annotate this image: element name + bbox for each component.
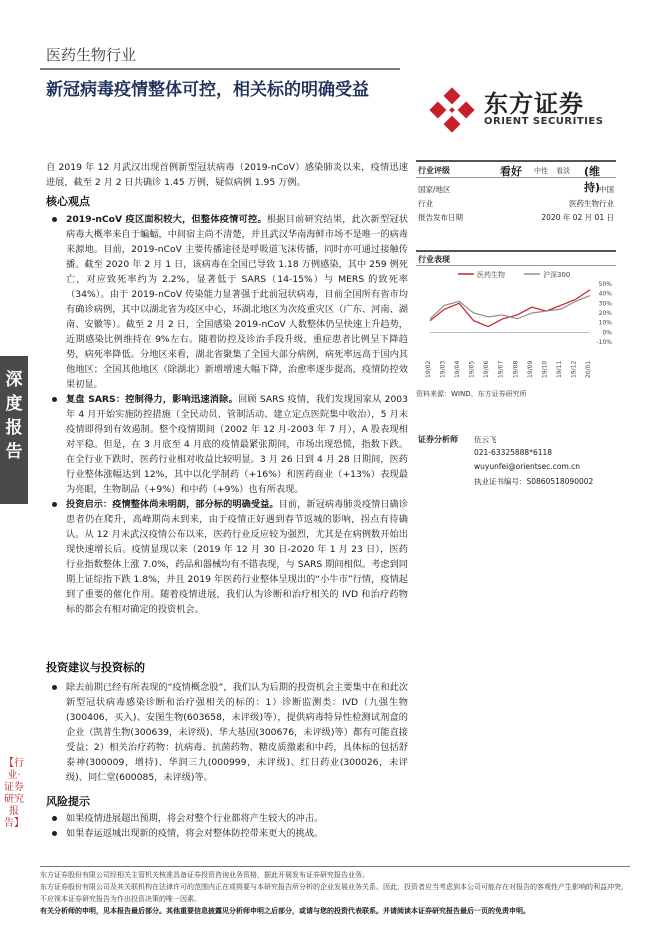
- x-tick-label: 19/11: [555, 360, 563, 378]
- x-tick-label: 19/08: [512, 360, 520, 378]
- report-type-label: 深度报告: [5, 370, 23, 462]
- bullet-dot-icon: [52, 831, 57, 836]
- industry-performance-title: 行业表现: [416, 250, 616, 266]
- bullet-text: 回顾 SARS 疫情，我们发现国家从 2003 年 4 月开始实施防控措施（全民动员、管制活动、建立定点医院集中收治），5 月末疫情即得到有效遏制。整个疫情期间（2002 年 12 月-2003 年 7 月），A 股表现相对平稳。但是，在 3 月底至 4 月底的疫情最紧张期间，市场出现恐慌，指数下跌。在全行业下跌时，医药行业相对收益比较明显。3 月 26 日到 4 月 28 日期间，医药行业整体涨幅达到 12%，其中以化学制药（+16%）和医药商业（+13%）表现最为亮眼，生物制品（+9%）和中药（+9%）也有所表现。: [66, 394, 408, 495]
- series-tag: 【行业·证券研究报告】: [4, 758, 24, 829]
- x-tick-label: 19/07: [497, 360, 505, 378]
- risk-point: [46, 811, 408, 826]
- report-title: 新冠病毒疫情整体可控，相关标的明确受益: [46, 80, 369, 100]
- meta-value: 医药生物行业: [569, 199, 614, 208]
- x-tick-label: 19/05: [468, 360, 476, 378]
- rating-value: 看好: [500, 165, 522, 178]
- core-point: [46, 212, 408, 392]
- chart-source: 资料来源：WIND、东方证券研究所: [416, 390, 527, 398]
- bullet-dot-icon: [52, 816, 57, 821]
- core-points-heading: 核心观点: [46, 195, 90, 208]
- rating-keep: (维持): [584, 165, 601, 194]
- disclaimer-footer: [40, 866, 630, 917]
- header-divider: [40, 68, 400, 70]
- x-tick-label: 19/06: [483, 360, 491, 378]
- sector-title: 医药生物行业: [46, 46, 137, 64]
- x-tick-label: 20/01: [585, 360, 592, 378]
- meta-row-region: [416, 182, 616, 196]
- bullet-dot-icon: [52, 502, 57, 507]
- rating-bearish: 看淡: [556, 167, 570, 175]
- bullet-dot-icon: [52, 397, 57, 402]
- meta-row-date: [416, 210, 616, 224]
- bullet-dot-icon: [52, 217, 57, 222]
- footer-line-3: 有关分析师的申明，见本报告最后部分。其他重要信息披露见分析师申明之后部分，或请与您的投资代表联系。并请阅读本证券研究报告最后一页的免责申明。: [40, 907, 530, 915]
- rating-label: 行业评级: [418, 166, 450, 175]
- bullet-text: 如果疫情进展超出预期，将会对整个行业都将产生较大的冲击。: [66, 813, 324, 824]
- x-tick-label: 19/04: [454, 360, 462, 378]
- analyst-name: 伍云飞: [474, 435, 497, 444]
- bullet-text: 目前，新冠病毒肺炎疫情日确诊患者仍在爬升，高峰期尚未到来，由于疫情正好遇到春节返城的影响，拐点有待确认。从 12 月末武汉疫情公布以来，医药行业反应较为强烈，尤其是在病例数开始出现快速增长后。疫情显现以来（2019 年 12 月 30 日-2020 年 1 月 23 日），医药行业指数整体上涨 7.0%，药品和器械均有不错表现，与 SARS 期间相似。考虑到同期上证综指下跌 1.8%，并且 2019 年医药行业整体呈现出的“小牛市”行情，疫情起到了重要的催化作用。随着疫情进展，我们认为诊断和治疗相关的 IVD 和治疗药物标的都会有相对确定的投资机会。: [66, 499, 409, 615]
- meta-key: 行业: [418, 199, 433, 208]
- risk-point: [46, 826, 408, 841]
- y-tick-label: 40%: [598, 290, 612, 298]
- y-tick-label: 10%: [598, 319, 612, 327]
- y-tick-label: 0%: [602, 329, 612, 337]
- x-tick-label: 19/12: [570, 360, 578, 378]
- risk-heading: 风险提示: [46, 795, 90, 808]
- series-line: [430, 290, 590, 327]
- industry-performance-chart: [416, 266, 616, 382]
- rating-neutral: 中性: [534, 167, 548, 175]
- footer-line-2: 东方证券股份有限公司及其关联机构在法律许可的范围内正在或将要与本研究报告所分析的企业发展业务关系。因此，投资者应当考虑到本公司可能存在对报告的客观性产生影响的利益冲突，不应视本证券研究报告为作出投资决策的唯一因素。: [40, 883, 628, 903]
- legend-label: 医药生物: [477, 271, 505, 279]
- footer-line-1: 东方证券股份有限公司经相关主管机关核准具备证券投资咨询业务资格，据此开展发布证券研究报告业务。: [40, 871, 369, 879]
- y-tick-label: -10%: [596, 339, 612, 346]
- core-point: [46, 497, 408, 617]
- legend-label: 沪深300: [543, 271, 571, 279]
- analyst-phone: 021-63325888*6118: [474, 448, 553, 457]
- analyst-label: 证券分析师: [418, 435, 458, 444]
- bullet-lead: 复盘 SARS：控制得力，影响迅速消除。: [66, 394, 238, 405]
- bullet-text: 如果春运返城出现新的疫情，将会对整体防控带来更大的挑战。: [66, 828, 324, 839]
- bullet-text: 除去前期已经有所表现的“疫情概念股”，我们认为后期的投资机会主要集中在和此次新型冠状病毒感染诊断和治疗强相关的标的：1）诊断监测类：IVD（九强生物(300406，买入)、安图生物(603658，未评级)等），提供病毒特异性检测试剂盒的企业（凯普生物(300639，未评级)、华大基因(300676，未评级)等）都有可能直接受益；2）相关治疗药物：抗病毒、抗菌药物、糖皮质激素和中药，具体标的包括舒泰神(300009，增持)、华润三九(000999，未评级)、红日药业(300026，未评级)、同仁堂(600085，未评级)等。: [66, 682, 408, 783]
- meta-value: 2020 年 02 月 01 日: [541, 213, 614, 222]
- investment-advice-heading: 投资建议与投资标的: [46, 661, 145, 674]
- investment-advice-list: [46, 680, 408, 785]
- orient-securities-logo: [428, 84, 618, 136]
- meta-value: 中国: [599, 185, 614, 194]
- risk-list: [46, 811, 408, 841]
- core-points-list: [46, 212, 408, 617]
- advice-point: [46, 680, 408, 785]
- logo-mark-icon: [428, 86, 476, 134]
- x-tick-label: 19/03: [439, 360, 447, 378]
- x-tick-label: 19/02: [425, 360, 432, 378]
- y-tick-label: 20%: [598, 310, 612, 317]
- y-tick-label: 50%: [598, 281, 612, 288]
- x-tick-label: 19/10: [541, 360, 549, 378]
- x-tick-label: 19/09: [526, 360, 534, 378]
- bullet-text: 根据目前研究结果，此次新型冠状病毒大概率来自于蝙蝠，中间宿主尚不清楚，并且武汉华南海鲜市场不是唯一的病毒来源地。目前，2019-nCoV 主要传播途径是呼吸道飞沫传播，同时亦可通过接触传播。截至 2020 年 2 月 1 日，该病毒在全国已导致 1.18 万例感染，其中 259 例死亡，对应致死率约为 2.2%，显著低于 SARS（14-15%）与 MERS 的致死率（34%）。由于 2019-nCoV 传染能力显著强于此前冠状病毒，目前全国所有省市均有确诊病例，其中以湖北省为疫区中心，环湖北地区为次疫重灾区（广东、河南、湖南、安徽等）。截至 2 月 2 日，全国感染 2019-nCoV 人数整体仍呈快速上升趋势，近期感染比例维持在 9%左右。随着防控及诊治手段升级，重症患者比例呈下降趋势，病死率降低。分地区来看，湖北省聚集了全国大部分病例，病死率远高于国内其他地区；全国其他地区（除湖北）新增增速大幅下降，治愈率逐步提高，疫情防控效果初显。: [66, 214, 408, 390]
- series-line: [430, 296, 590, 319]
- y-tick-label: 30%: [598, 300, 612, 308]
- analyst-license: 执业证书编号：S0860518090002: [474, 477, 594, 486]
- bullet-lead: 2019-nCoV 疫区面积较大，但整体疫情可控。: [66, 214, 267, 225]
- meta-key: 国家/地区: [418, 185, 451, 194]
- intro-paragraph: 自 2019 年 12 月武汉出现首例新型冠状病毒（2019-nCoV）感染肺炎以来，疫情迅速进展，截至 2 月 2 日共确诊 1.45 万例，疑似病例 1.95 万例。: [46, 162, 408, 188]
- bullet-dot-icon: [52, 685, 57, 690]
- bullet-lead: 投资启示：疫情整体尚未明朗，部分标的明确受益。: [66, 499, 279, 510]
- logo-english: ORIENT SECURITIES: [484, 116, 604, 127]
- meta-row-industry: [416, 196, 616, 210]
- logo-chinese: 东方证券: [484, 90, 584, 118]
- meta-key: 报告发布日期: [418, 213, 463, 222]
- analyst-email[interactable]: wuyunfei@orientsec.com.cn: [474, 462, 581, 471]
- core-point: [46, 392, 408, 497]
